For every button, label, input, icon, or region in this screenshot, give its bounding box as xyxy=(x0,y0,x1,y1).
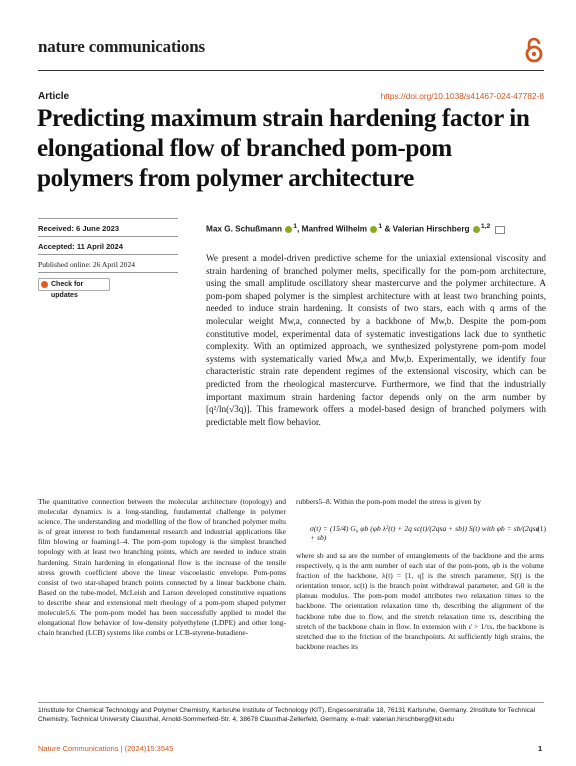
meta-divider xyxy=(38,254,178,255)
article-title: Predicting maximum strain hardening factor in elongational flow of branched pom-pom polymers from polymer architecture xyxy=(37,105,530,192)
body-column-right: where sb and sa are the number of entanglements of the backbone and the arms respectively, q is the arm number of each star of the pom-pom, φb is the volume fraction of the backbone, λ(t) = [1, q] is the stretch parameter, S(t) is the orientation tensor, sc(t) is the branch point withdrawal parameter, and G0 is the plateau modulus. The pom-pom model attributes two relaxation times to the backbone. The orientation relaxation time τb, describing the alignment of the backbone tube due to flow, and the stretch relaxation time τs, describing the stretch of the backbone chain in flow. In extension with ε̇ > 1/τs, the backbone is stretched due to the friction of the branchpoints. At sufficiently high strains, the backbone reaches its xyxy=(296,551,544,651)
affiliations: 1Institute for Chemical Technology and Polymer Chemistry, Karlsruhe Institute of Technology (KIT), Engesserstraße 18, 76131 Karlsruhe, Germany. 2Institute for Technical Chemistry, Technical University Clausthal, Arnold-Sommerfeld-Str. 4, 38678 Clausthal-Zellerfeld, Germany. e-mail: valerian.hirschberg@kit.edu xyxy=(38,707,536,723)
meta-divider xyxy=(38,236,178,237)
author-name: Valerian Hirschberg xyxy=(392,224,470,234)
equation-1 xyxy=(310,518,546,544)
body-column-right-intro: rubbers5–8. Within the pom-pom model the stress is given by xyxy=(296,497,481,506)
journal-name: nature communications xyxy=(38,37,205,56)
header-rule xyxy=(38,70,544,71)
meta-divider xyxy=(38,218,178,219)
author-affiliation: 1 xyxy=(293,223,298,230)
author-affiliation: 1,2 xyxy=(480,223,491,230)
accepted-date: Accepted: 11 April 2024 xyxy=(38,242,123,251)
author-name: Manfred Wilhelm xyxy=(301,224,368,234)
check-updates-label: Check for updates xyxy=(51,281,84,299)
author-separator: & xyxy=(382,224,393,234)
check-for-updates-button[interactable] xyxy=(38,278,110,299)
abstract: We present a model-driven predictive scheme for the uniaxial extensional viscosity and strain hardening of branched polymer melts, specifically for the pom-pom architecture, using the small amplitude oscillatory shear mastercurve and the polymer architecture. A pom-pom shaped polymer is the simplest architecture with at least two branching points, needed to induce strain hardening. It consists of two stars, each with q arms of the molecular weight Mw,a, connected by a backbone of Mw,b. Despite the pom-pom constitutive model, experimental data of systematic investigations lack due to synthetic complexity. With an optimized approach, we synthesized polystyrene pom-pom model systems with systematically varied Mw,a and Mw,b. Experimentally, we identify four characteristic strain rate dependent regimes of the extensional viscosity, which can be predicted from the rheological mastercurve. Furthermore, we find that the industrially important maximum strain hardening factor depends only on the arm number by [q²/ln(√3q)]. This framework offers a model-based design of branched polymers with predictable melt flow behavior. xyxy=(206,253,546,427)
open-access-lock-icon xyxy=(524,37,544,63)
footer-citation xyxy=(38,744,173,753)
author-affiliation: 1 xyxy=(378,223,383,230)
page-number: 1 xyxy=(538,744,543,753)
published-date: Published online: 26 April 2024 xyxy=(38,260,136,269)
orcid-icon[interactable] xyxy=(473,226,480,233)
article-type: Article xyxy=(38,91,70,102)
author-list xyxy=(206,223,505,234)
orcid-icon[interactable] xyxy=(285,226,292,233)
equation-text: σ(t) = (15/4) G₀ φb (φb λ²(t) + 2q sc(t)/(2qsa + sb)) S(t) with φb = sb/(2qsa + sb) xyxy=(310,524,540,542)
doi-link[interactable]: https://doi.org/10.1038/s41467-024-47782-8 xyxy=(380,91,544,101)
email-icon[interactable] xyxy=(495,226,505,234)
equation-number: (1) xyxy=(537,524,546,533)
footnote-rule xyxy=(38,702,544,703)
author-separator: , xyxy=(297,224,302,234)
meta-divider xyxy=(38,272,178,273)
body-column-left: The quantitative connection between the molecular architecture (topology) and molecular dynamics is a long-standing, fundamental challenge in polymer science. The understanding and modelling of the flow of branched polymer melts is of great interest to both fundamental research and industrial applications like film blowing or foaming1–4. The pom-pom topology is the simplest branched topology with at least two branching points, which are needed to induce strain hardening. Strain hardening in elongational flow is the increase of the tensile stress growth coefficient above the linear viscoelastic envelope. Pom-poms consist of two star-shaped branch points connected by a linear backbone chain. Based on the tube-model, McLeish and Larson developed constitutive equations to describe shear and extensional melt rheology of a pom-pom shaped polymer molecule5,6. The pom-pom model has been successfully applied to model the elongational flow behavior of low-density polyethylene (LDPE) and other long-chain branched (LCB) systems like combs or LCB-styrene-butadiene- xyxy=(38,497,286,638)
received-date: Received: 6 June 2023 xyxy=(38,224,120,233)
author-name: Max G. Schußmann xyxy=(206,224,282,234)
check-updates-icon xyxy=(41,281,48,288)
orcid-icon[interactable] xyxy=(370,226,377,233)
citation: Nature Communications | (2024)15:3545 xyxy=(38,744,174,753)
